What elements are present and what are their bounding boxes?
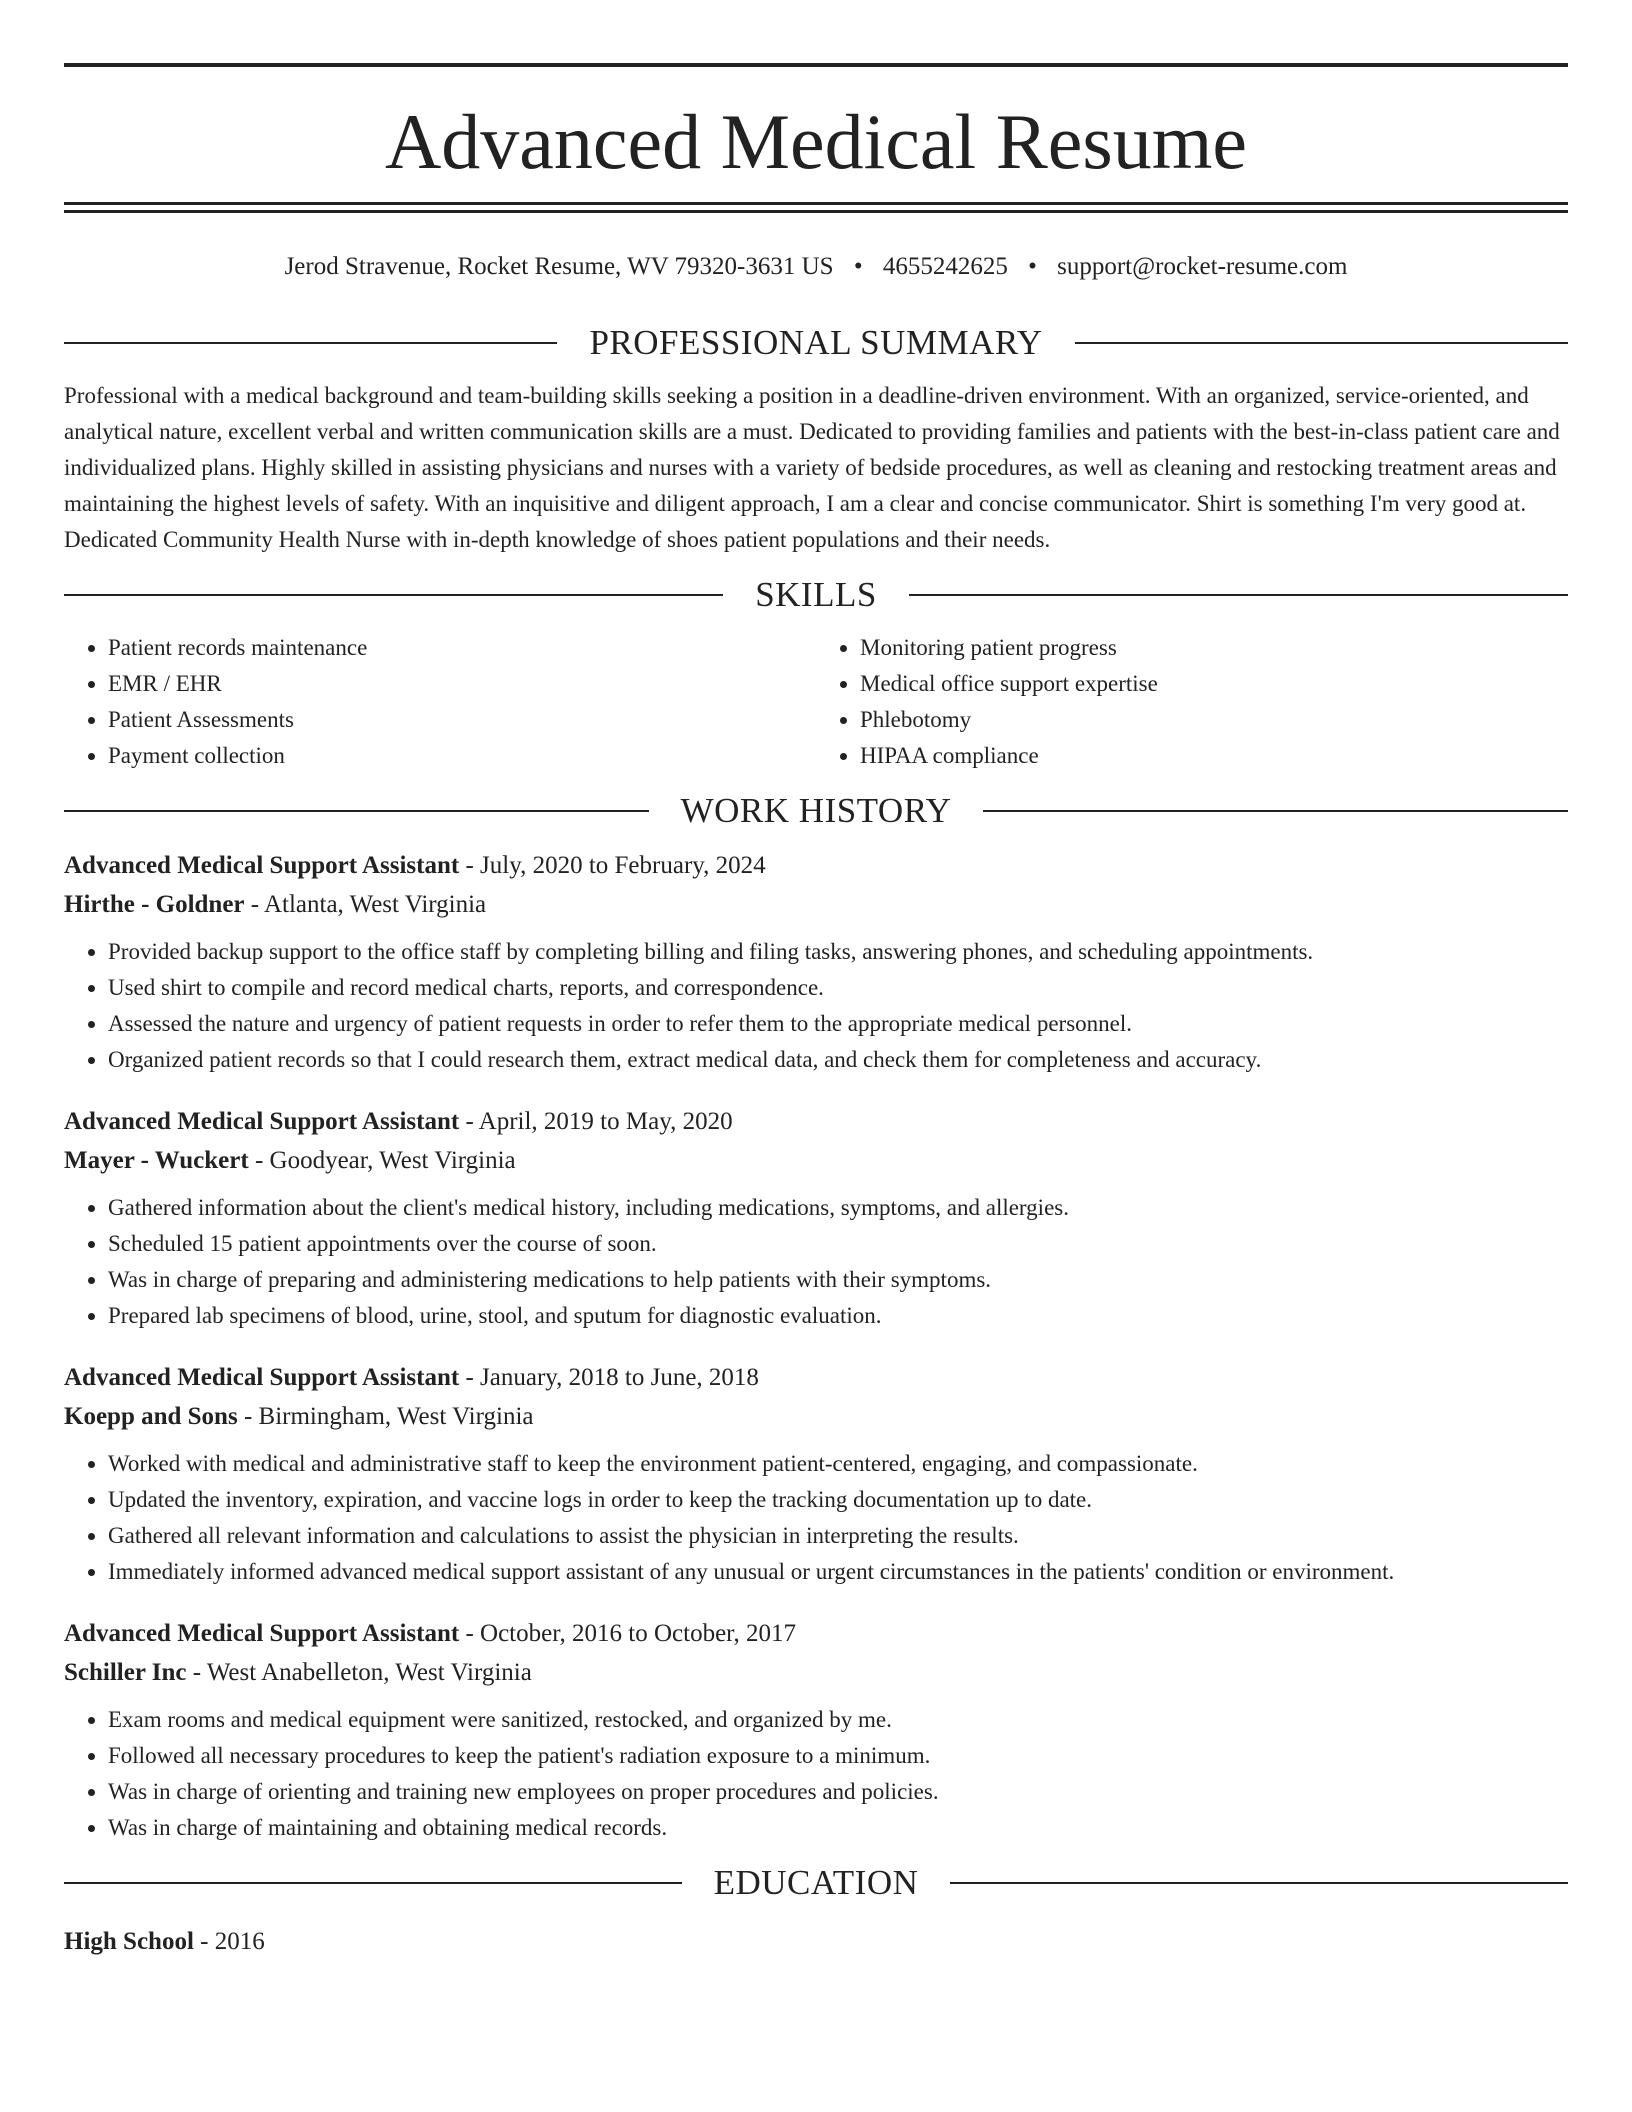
- job-bullet: • Organized patient records so that I could research them, extract medical data, and check them for completeness and accuracy.: [108, 1042, 1568, 1078]
- job-bullets: [64, 934, 1568, 1078]
- job-company-line: [64, 1397, 1568, 1436]
- job-company: Schiller Inc: [64, 1659, 187, 1686]
- job-bullet: • Prepared lab specimens of blood, urine, stool, and sputum for diagnostic evaluation.: [108, 1298, 1568, 1334]
- heading-rule: [64, 810, 649, 812]
- job-title-line: [64, 1358, 1568, 1397]
- contact-email: support@rocket-resume.com: [1057, 253, 1348, 280]
- contact-separator: •: [1028, 253, 1037, 280]
- job-company: Hirthe - Goldner: [64, 891, 245, 918]
- education-entry: [64, 1922, 1568, 1961]
- job-title: Advanced Medical Support Assistant: [64, 1364, 460, 1391]
- education-year: - 2016: [193, 1928, 265, 1955]
- job-bullet: • Assessed the nature and urgency of patient requests in order to refer them to the appropriate medical personnel.: [108, 1006, 1568, 1042]
- job-title: Advanced Medical Support Assistant: [64, 1620, 460, 1647]
- job-dates: - April, 2019 to May, 2020: [459, 1108, 733, 1135]
- job-bullet: • Was in charge of maintaining and obtaining medical records.: [108, 1810, 1568, 1846]
- job-bullet: • Was in charge of orienting and training new employees on proper procedures and policies.: [108, 1774, 1568, 1810]
- job-title: Advanced Medical Support Assistant: [64, 1108, 460, 1135]
- heading-rule: [64, 594, 723, 596]
- job-bullet: • Immediately informed advanced medical support assistant of any unusual or urgent circumstances in the patients' condition or environment.: [108, 1554, 1568, 1590]
- heading-rule: [64, 342, 557, 344]
- heading-rule: [950, 1882, 1568, 1884]
- job-entry: [64, 1102, 1568, 1334]
- skill-item: • Payment collection: [108, 738, 816, 774]
- job-entry: [64, 846, 1568, 1078]
- heading-rule: [909, 594, 1568, 596]
- job-dates: - July, 2020 to February, 2024: [459, 852, 766, 879]
- job-bullet: • Scheduled 15 patient appointments over the course of soon.: [108, 1226, 1568, 1262]
- job-company: Mayer - Wuckert: [64, 1147, 249, 1174]
- job-location: - Atlanta, West Virginia: [244, 891, 487, 918]
- skill-item: • Patient Assessments: [108, 702, 816, 738]
- job-location: - Goodyear, West Virginia: [248, 1147, 516, 1174]
- job-bullets: [64, 1190, 1568, 1334]
- skills-list: [64, 630, 1568, 774]
- skills-heading: [64, 570, 1568, 620]
- job-bullets: [64, 1702, 1568, 1846]
- resume-page: [64, 0, 1568, 1961]
- job-dates: - January, 2018 to June, 2018: [459, 1364, 759, 1391]
- job-bullet: • Exam rooms and medical equipment were sanitized, restocked, and organized by me.: [108, 1702, 1568, 1738]
- job-bullet: • Followed all necessary procedures to keep the patient's radiation exposure to a minimum.: [108, 1738, 1568, 1774]
- job-company-line: [64, 885, 1568, 924]
- education-heading: [64, 1858, 1568, 1908]
- skill-item: • Phlebotomy: [860, 702, 1568, 738]
- job-company-line: [64, 1653, 1568, 1692]
- contact-phone: 4655242625: [882, 253, 1008, 280]
- job-title: Advanced Medical Support Assistant: [64, 852, 460, 879]
- job-company: Koepp and Sons: [64, 1403, 238, 1430]
- skill-item: • Patient records maintenance: [108, 630, 816, 666]
- job-entry: [64, 1358, 1568, 1590]
- job-location: - Birmingham, West Virginia: [237, 1403, 534, 1430]
- summary-heading: [64, 318, 1568, 368]
- job-bullet: • Worked with medical and administrative staff to keep the environment patient-centered, engaging, and compassionate.: [108, 1446, 1568, 1482]
- job-bullet: • Was in charge of preparing and administering medications to help patients with their symptoms.: [108, 1262, 1568, 1298]
- contact-address: Jerod Stravenue, Rocket Resume, WV 79320-3631 US: [284, 253, 834, 280]
- contact-separator: •: [853, 253, 863, 280]
- job-bullet: • Updated the inventory, expiration, and vaccine logs in order to keep the tracking documentation up to date.: [108, 1482, 1568, 1518]
- skill-item: • Monitoring patient progress: [860, 630, 1568, 666]
- skill-item: • HIPAA compliance: [860, 738, 1568, 774]
- summary-paragraph: Professional with a medical background and team-building skills seeking a position in a deadline-driven environment. With an organized, service-oriented, and analytical nature, excellent verbal and written communication skills are a must. Dedicated to providing families and patients with the best-in-class patient care and individualized plans. Highly skilled in assisting physicians and nurses with a variety of bedside procedures, as well as cleaning and restocking treatment areas and maintaining the highest levels of safety. With an inquisitive and diligent approach, I am a clear and concise communicator. Shirt is something I'm very good at. Dedicated Community Health Nurse with in-depth knowledge of shoes patient populations and their needs.: [64, 383, 1560, 552]
- job-bullet: • Provided backup support to the office staff by completing billing and filing tasks, answering phones, and scheduling appointments.: [108, 934, 1568, 970]
- job-location: - West Anabelleton, West Virginia: [186, 1659, 532, 1686]
- skill-item: • Medical office support expertise: [860, 666, 1568, 702]
- heading-rule: [64, 1882, 682, 1884]
- job-title-line: [64, 846, 1568, 885]
- summary-heading-label: PROFESSIONAL SUMMARY: [589, 323, 1043, 362]
- work-heading-label: WORK HISTORY: [680, 791, 952, 830]
- job-company-line: [64, 1141, 1568, 1180]
- job-bullet: • Gathered information about the client's medical history, including medications, symptoms, and allergies.: [108, 1190, 1568, 1226]
- job-title-line: [64, 1614, 1568, 1653]
- job-bullet: • Gathered all relevant information and calculations to assist the physician in interpreting the results.: [108, 1518, 1568, 1554]
- page-title: Advanced Medical Resume: [384, 98, 1248, 185]
- education-heading-label: EDUCATION: [713, 1863, 919, 1902]
- education-degree: High School: [64, 1928, 194, 1955]
- job-title-line: [64, 1102, 1568, 1141]
- skill-item: • EMR / EHR: [108, 666, 816, 702]
- job-entry: [64, 1614, 1568, 1846]
- skills-column-left: [64, 630, 816, 774]
- skills-column-right: [816, 630, 1568, 774]
- title-double-rule: [64, 202, 1568, 213]
- heading-rule: [983, 810, 1568, 812]
- skills-heading-label: SKILLS: [755, 575, 877, 614]
- contact-line: [64, 249, 1568, 285]
- work-heading: [64, 786, 1568, 836]
- job-bullet: • Used shirt to compile and record medical charts, reports, and correspondence.: [108, 970, 1568, 1006]
- job-dates: - October, 2016 to October, 2017: [459, 1620, 797, 1647]
- job-bullets: [64, 1446, 1568, 1590]
- heading-rule: [1075, 342, 1568, 344]
